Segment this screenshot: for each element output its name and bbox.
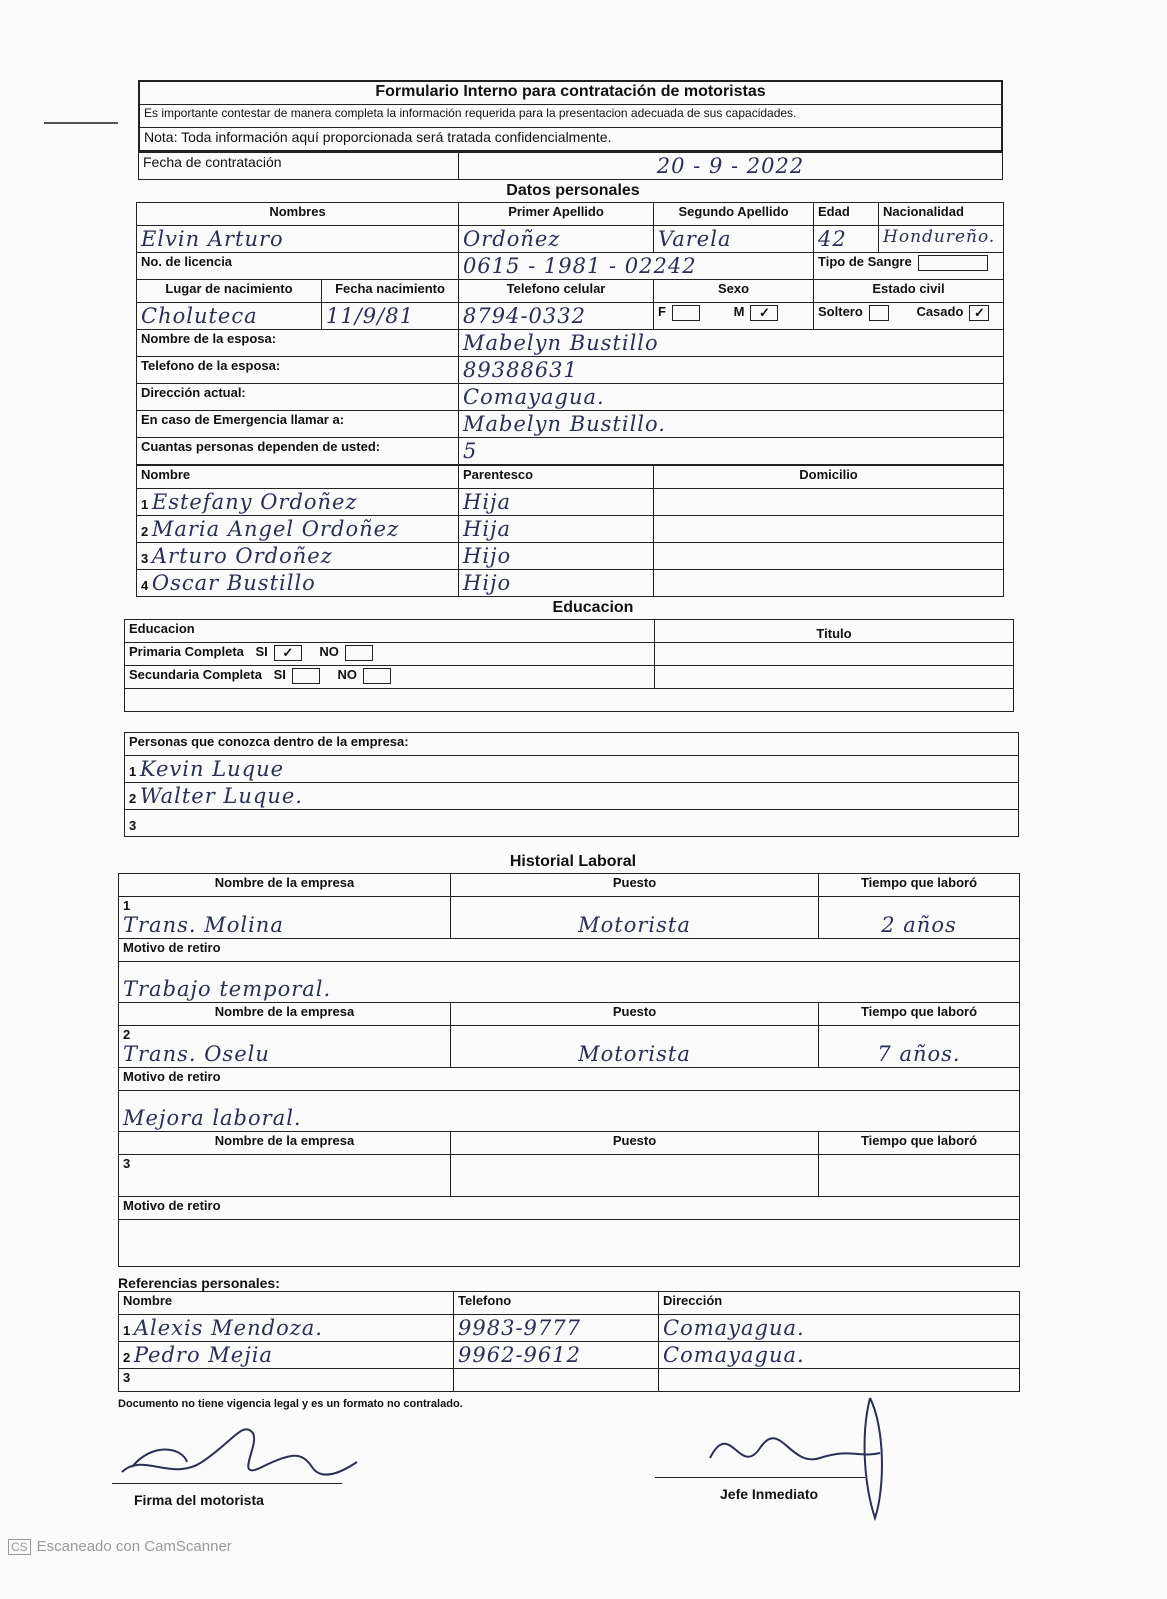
ref-address[interactable]: Comayagua. xyxy=(659,1315,1020,1342)
first-surname-label: Primer Apellido xyxy=(459,203,654,226)
primary-si-checkbox[interactable]: ✓ xyxy=(274,645,302,661)
birthdate-value[interactable]: 11/9/81 xyxy=(322,303,459,330)
cell-label: Telefono celular xyxy=(459,280,654,303)
scanner-watermark xyxy=(8,1538,232,1555)
secondary-si-checkbox[interactable] xyxy=(292,668,320,684)
birthdate-label: Fecha nacimiento xyxy=(322,280,459,303)
title-label: Titulo xyxy=(655,620,1014,643)
list-item xyxy=(125,756,1019,783)
blood-type-cell xyxy=(814,253,1004,280)
age-label: Edad xyxy=(814,203,879,226)
company-text: Trans. Oselu xyxy=(123,1042,270,1066)
row-number: 1 xyxy=(129,764,137,779)
civil-cell xyxy=(814,303,1004,330)
sex-m-checkbox[interactable]: ✓ xyxy=(750,305,778,321)
form-note: Nota: Toda información aquí proporcionada será tratada confidencialmente. xyxy=(139,128,1002,152)
dependent-home[interactable] xyxy=(654,489,1004,516)
secondary-label: Secundaria Completa xyxy=(129,667,262,682)
row-number: 2 xyxy=(123,1027,131,1042)
nationality-label: Nacionalidad xyxy=(879,203,1004,226)
nationality-value[interactable]: Hondureño. xyxy=(879,226,1004,253)
primary-si-label: SI xyxy=(255,644,268,659)
single-checkbox[interactable] xyxy=(869,305,889,321)
primary-no-label: NO xyxy=(319,644,339,659)
hire-date-value[interactable]: 20 - 9 - 2022 xyxy=(459,153,1003,180)
dependents-label: Cuantas personas dependen de usted: xyxy=(137,438,459,465)
company-label: Nombre de la empresa xyxy=(119,1003,451,1026)
names-value[interactable]: Elvin Arturo xyxy=(137,226,459,253)
reason-label: Motivo de retiro xyxy=(119,1068,1020,1091)
dependents-table xyxy=(136,465,1004,597)
form-header xyxy=(138,80,1003,152)
company-value[interactable] xyxy=(119,1155,451,1197)
driver-signature-label: Firma del motorista xyxy=(134,1492,264,1508)
dependent-home[interactable] xyxy=(654,570,1004,597)
row-number: 3 xyxy=(123,1370,131,1385)
hire-date-label: Fecha de contratación xyxy=(139,153,459,180)
civil-label: Estado civil xyxy=(814,280,1004,303)
address-value[interactable]: Comayagua. xyxy=(459,384,1004,411)
time-label: Tiempo que laboró xyxy=(819,1003,1020,1026)
dep-home-label: Domicilio xyxy=(654,466,1004,489)
table-row xyxy=(137,570,1004,597)
position-value[interactable]: Motorista xyxy=(451,897,819,939)
form-intro: Es importante contestar de manera completa la información requerida para la presentacion adecuada de sus capacidades. xyxy=(139,105,1002,128)
table-row xyxy=(137,489,1004,516)
dependent-name-value: Maria Angel Ordoñez xyxy=(151,517,400,541)
ref-phone[interactable]: 9983-9777 xyxy=(454,1315,659,1342)
reason-value[interactable]: Mejora laboral. xyxy=(119,1091,1020,1132)
company-label: Nombre de la empresa xyxy=(119,874,451,897)
second-surname-label: Segundo Apellido xyxy=(654,203,814,226)
reason-label: Motivo de retiro xyxy=(119,1197,1020,1220)
boss-signature xyxy=(670,1388,900,1528)
driver-signature-line xyxy=(112,1483,342,1484)
company-label: Nombre de la empresa xyxy=(119,1132,451,1155)
dependent-name[interactable] xyxy=(137,489,459,516)
position-value[interactable]: Motorista xyxy=(451,1026,819,1068)
boss-signature-line xyxy=(655,1477,865,1478)
first-surname-value[interactable]: Ordoñez xyxy=(459,226,654,253)
company-value[interactable] xyxy=(119,897,451,939)
row-number: 4 xyxy=(141,578,149,593)
known-person-name: Kevin Luque xyxy=(139,757,285,781)
time-label: Tiempo que laboró xyxy=(819,1132,1020,1155)
row-number: 3 xyxy=(129,818,137,833)
ref-phone-label: Telefono xyxy=(454,1292,659,1315)
ref-phone[interactable]: 9962-9612 xyxy=(454,1342,659,1369)
education-extra-row[interactable] xyxy=(125,689,1014,712)
company-value[interactable] xyxy=(119,1026,451,1068)
secondary-row xyxy=(125,666,655,689)
dependent-relation[interactable]: Hija xyxy=(459,516,654,543)
married-checkbox[interactable]: ✓ xyxy=(969,305,989,321)
company-text: Trans. Molina xyxy=(123,913,284,937)
position-label: Puesto xyxy=(451,1003,819,1026)
reason-value[interactable]: Trabajo temporal. xyxy=(119,962,1020,1003)
spouse-value[interactable]: Mabelyn Bustillo xyxy=(459,330,1004,357)
personal-table xyxy=(136,202,1004,465)
age-value[interactable]: 42 xyxy=(814,226,879,253)
sex-m-label: M xyxy=(733,304,745,319)
dependent-name[interactable] xyxy=(137,516,459,543)
camscanner-icon: CS xyxy=(8,1539,31,1555)
form-title: Formulario Interno para contratación de motoristas xyxy=(139,81,1002,105)
blood-type-box[interactable] xyxy=(918,255,988,271)
position-value[interactable] xyxy=(451,1155,819,1197)
dependents-value[interactable]: 5 xyxy=(459,438,1004,465)
license-label: No. de licencia xyxy=(137,253,459,280)
hiring-form xyxy=(118,80,1028,1410)
cell-value[interactable]: 8794-0332 xyxy=(459,303,654,330)
ref-name[interactable] xyxy=(119,1369,454,1392)
sex-f-label: F xyxy=(658,304,666,319)
work-section-title: Historial Laboral xyxy=(509,853,637,870)
scanner-text: Escaneado con CamScanner xyxy=(36,1538,232,1555)
time-value[interactable] xyxy=(819,1155,1020,1197)
row-number: 3 xyxy=(123,1156,131,1171)
dependent-home[interactable] xyxy=(654,543,1004,570)
table-row xyxy=(137,516,1004,543)
table-row xyxy=(119,897,1020,939)
emergency-label: En caso de Emergencia llamar a: xyxy=(137,411,459,438)
table-row xyxy=(119,1342,1020,1369)
reason-label: Motivo de retiro xyxy=(119,939,1020,962)
dependent-name[interactable] xyxy=(137,570,459,597)
row-number: 2 xyxy=(123,1350,131,1365)
education-label: Educacion xyxy=(125,620,655,643)
primary-label: Primaria Completa xyxy=(129,644,244,659)
driver-signature xyxy=(112,1412,372,1492)
emergency-value[interactable]: Mabelyn Bustillo. xyxy=(459,411,1004,438)
secondary-no-checkbox[interactable] xyxy=(363,668,391,684)
ref-address-label: Dirección xyxy=(659,1292,1020,1315)
sex-cell xyxy=(654,303,814,330)
list-item xyxy=(125,783,1019,810)
primary-title[interactable] xyxy=(655,643,1014,666)
single-label: Soltero xyxy=(818,304,863,319)
known-people-table xyxy=(124,732,1019,837)
known-person[interactable] xyxy=(125,810,1019,837)
ref-name-value: Pedro Mejia xyxy=(133,1343,273,1367)
references-table xyxy=(118,1291,1020,1392)
known-person[interactable] xyxy=(125,756,1019,783)
address-label: Dirección actual: xyxy=(137,384,459,411)
dependent-name-value: Arturo Ordoñez xyxy=(151,544,333,568)
time-label: Tiempo que laboró xyxy=(819,874,1020,897)
ref-name-label: Nombre xyxy=(119,1292,454,1315)
list-item xyxy=(125,810,1019,837)
row-number: 1 xyxy=(123,1323,131,1338)
footer-note: Documento no tiene vigencia legal y es un formato no contralado. xyxy=(118,1398,463,1410)
dependent-home[interactable] xyxy=(654,516,1004,543)
row-number: 3 xyxy=(141,551,149,566)
married-label: Casado xyxy=(916,304,964,319)
hire-date-row xyxy=(138,152,1003,180)
blood-label: Tipo de Sangre xyxy=(818,254,912,269)
ref-name[interactable] xyxy=(119,1342,454,1369)
table-row xyxy=(119,1155,1020,1197)
sex-f-checkbox[interactable] xyxy=(672,305,700,321)
row-number: 1 xyxy=(123,898,131,913)
row-number: 1 xyxy=(141,497,149,512)
dependent-relation[interactable]: Hijo xyxy=(459,543,654,570)
spouse-phone-label: Telefono de la esposa: xyxy=(137,357,459,384)
secondary-no-label: NO xyxy=(337,667,357,682)
position-label: Puesto xyxy=(451,874,819,897)
secondary-title[interactable] xyxy=(655,666,1014,689)
row-number: 2 xyxy=(141,524,149,539)
sex-label: Sexo xyxy=(654,280,814,303)
ref-address[interactable]: Comayagua. xyxy=(659,1342,1020,1369)
dependent-relation[interactable]: Hijo xyxy=(459,570,654,597)
boss-signature-label: Jefe Inmediato xyxy=(720,1486,819,1502)
reason-value[interactable] xyxy=(119,1220,1020,1267)
personal-section-title: Datos personales xyxy=(506,182,640,199)
dependent-relation[interactable]: Hija xyxy=(459,489,654,516)
known-people-label: Personas que conozca dentro de la empresa: xyxy=(125,733,1019,756)
known-person[interactable] xyxy=(125,783,1019,810)
dep-name-label: Nombre xyxy=(137,466,459,489)
education-table xyxy=(124,619,1014,712)
primary-no-checkbox[interactable] xyxy=(345,645,373,661)
table-row xyxy=(119,1026,1020,1068)
dep-relation-label: Parentesco xyxy=(459,466,654,489)
education-section-title: Educacion xyxy=(552,599,634,616)
position-label: Puesto xyxy=(451,1132,819,1155)
license-value[interactable]: 0615 - 1981 - 02242 xyxy=(459,253,814,280)
birthplace-value[interactable]: Choluteca xyxy=(137,303,322,330)
secondary-si-label: SI xyxy=(273,667,286,682)
time-value[interactable]: 2 años xyxy=(819,897,1020,939)
known-person-name: Walter Luque. xyxy=(139,784,303,808)
references-label: Referencias personales: xyxy=(118,1275,280,1291)
names-label: Nombres xyxy=(137,203,459,226)
margin-dash xyxy=(44,122,118,124)
dependent-name[interactable] xyxy=(137,543,459,570)
primary-row xyxy=(125,643,655,666)
ref-phone[interactable] xyxy=(454,1369,659,1392)
second-surname-value[interactable]: Varela xyxy=(654,226,814,253)
row-number: 2 xyxy=(129,791,137,806)
dependent-name-value: Oscar Bustillo xyxy=(151,571,316,595)
ref-name[interactable] xyxy=(119,1315,454,1342)
dependent-name-value: Estefany Ordoñez xyxy=(151,490,358,514)
time-value[interactable]: 7 años. xyxy=(819,1026,1020,1068)
spouse-phone-value[interactable]: 89388631 xyxy=(459,357,1004,384)
table-row xyxy=(137,543,1004,570)
birthplace-label: Lugar de nacimiento xyxy=(137,280,322,303)
work-history-table xyxy=(118,873,1020,1267)
spouse-label: Nombre de la esposa: xyxy=(137,330,459,357)
ref-name-value: Alexis Mendoza. xyxy=(133,1316,323,1340)
table-row xyxy=(119,1315,1020,1342)
